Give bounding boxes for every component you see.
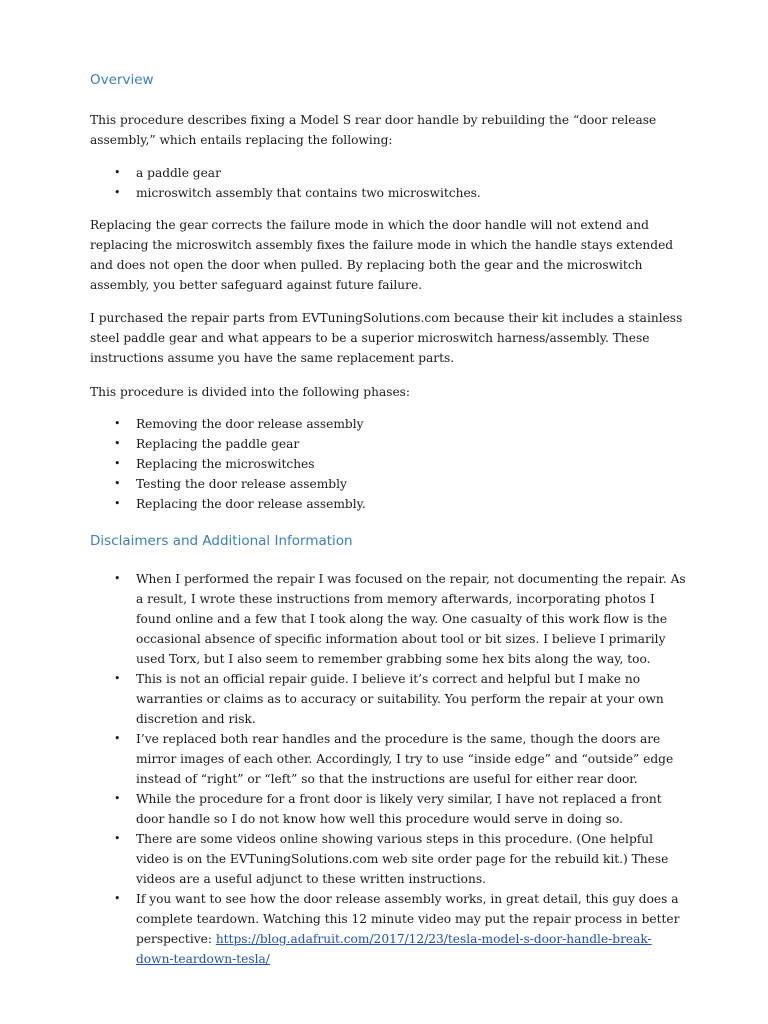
list-item: • Removing the door release assembly — [90, 414, 686, 434]
purchase-paragraph: I purchased the repair parts from EVTuningSolutions.com because their kit includes a stainless steel paddle gear and what appears to be a superior microswitch harness/assembly. These instructions assume you have the same replacement parts. — [90, 311, 683, 365]
list-item: • If you want to see how the door release assembly works, in great detail, this guy does a complete teardown. Watching this 12 minute video may put the repair process in better perspective: https://blog.adafruit.com/2017/12/23/tesla-model-s-door-handle-break-down-teardown-tesla/ — [90, 889, 686, 969]
list-item: • Replacing the paddle gear — [90, 434, 686, 454]
list-item: • a paddle gear — [90, 163, 686, 183]
bullet-icon: • — [114, 457, 121, 470]
bullet-icon: • — [114, 892, 121, 905]
list-item: • There are some videos online showing various steps in this procedure. (One helpful video is on the EVTuningSolutions.com web site order page for the rebuild kit.) These videos are a useful adjunct to these written instructions. — [90, 829, 686, 889]
list-item: • Replacing the microswitches — [90, 454, 686, 474]
bullet-icon: • — [114, 437, 121, 450]
gear-paragraph: Replacing the gear corrects the failure mode in which the door handle will not extend and replacing the microswitch assembly fixes the failure mode in which the handle stays extended and does not open the door when pulled. By replacing both the gear and the microswitch assembly, you better safeguard against future failure. — [90, 218, 674, 292]
list-item: • When I performed the repair I was focused on the repair, not documenting the repair. As a result, I wrote these instructions from memory afterwards, incorporating photos I found online and a few that I took along the way. One casualty of this work flow is the occasional absence of specific information about tool or bit sizes. I believe I primarily used Torx, but I also seem to remember grabbing some hex bits along the way, too. — [90, 569, 686, 669]
bullet-icon: • — [114, 497, 121, 510]
bullet-icon: • — [114, 572, 121, 585]
list-item: • I’ve replaced both rear handles and the procedure is the same, though the doors are mirror images of each other. Accordingly, I try to use “inside edge” and “outside” edge instead of “right” or “left” so that the instructions are useful for either rear door. — [90, 729, 686, 789]
parts-list — [90, 163, 686, 203]
list-item: • This is not an official repair guide. I believe it’s correct and helpful but I make no warranties or claims as to accuracy or suitability. You perform the repair at your own discretion and risk. — [90, 669, 686, 729]
bullet-icon: • — [114, 186, 121, 199]
bullet-icon: • — [114, 477, 121, 490]
adafruit-teardown-link[interactable]: https://blog.adafruit.com/2017/12/23/tesla-model-s-door-handle-break-down-teardown-tesla/ — [136, 932, 652, 966]
bullet-icon: • — [114, 672, 121, 685]
list-item: • microswitch assembly that contains two microswitches. — [90, 183, 686, 203]
list-item: • While the procedure for a front door is likely very similar, I have not replaced a front door handle so I do not know how well this procedure would serve in doing so. — [90, 789, 686, 829]
bullet-icon: • — [114, 792, 121, 805]
list-item: • Testing the door release assembly — [90, 474, 686, 494]
list-item: • Replacing the door release assembly. — [90, 494, 686, 514]
overview-intro: This procedure describes fixing a Model S rear door handle by rebuilding the “door release assembly,” which entails replacing the following: — [90, 113, 657, 147]
overview-heading: Overview — [90, 72, 154, 88]
bullet-icon: • — [114, 166, 121, 179]
phases-list — [90, 414, 686, 514]
bullet-icon: • — [114, 732, 121, 745]
disclaimers-list — [90, 569, 686, 969]
bullet-icon: • — [114, 832, 121, 845]
bullet-icon: • — [114, 417, 121, 430]
phases-intro: This procedure is divided into the following phases: — [90, 385, 411, 399]
disclaimers-heading: Disclaimers and Additional Information — [90, 533, 353, 549]
